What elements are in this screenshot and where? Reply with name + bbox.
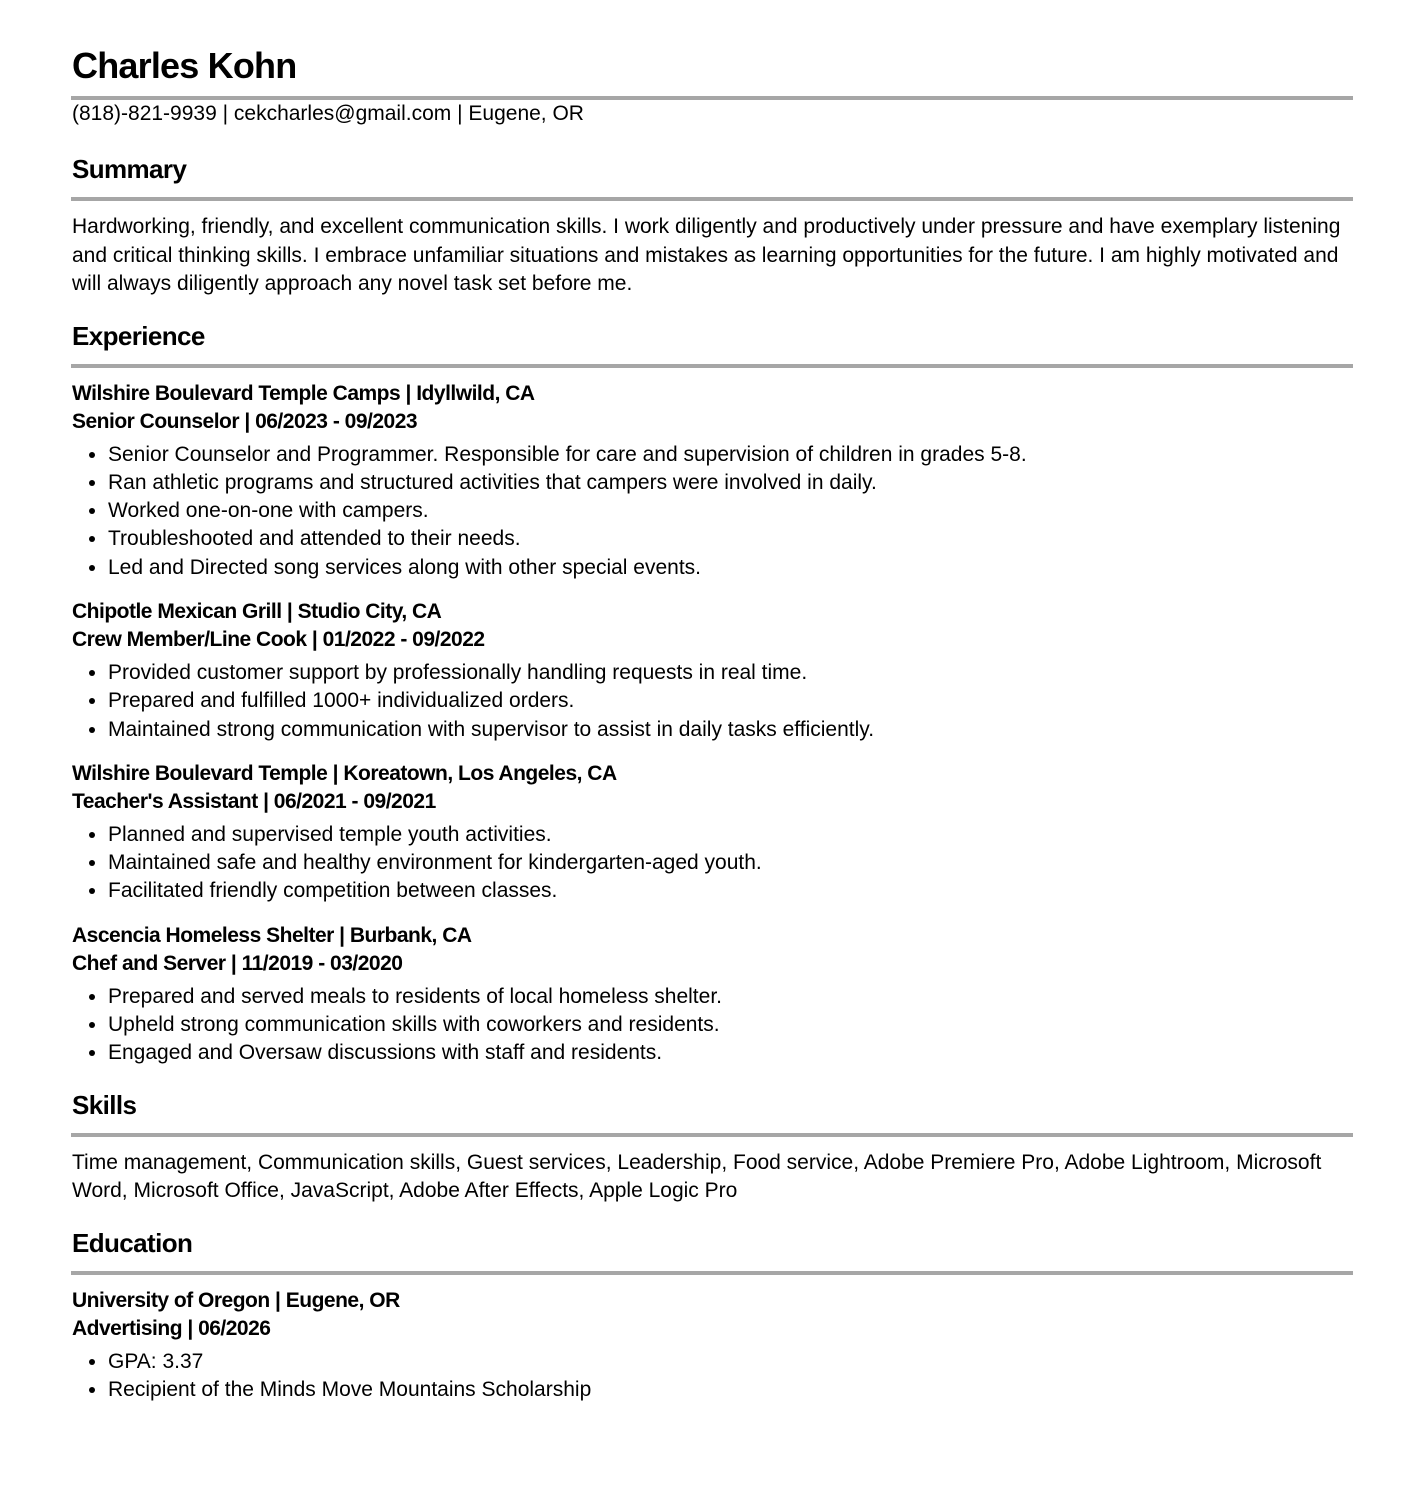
entry-role-dates: Senior Counselor | 06/2023 - 09/2023 [72, 409, 418, 433]
summary-text: Hardworking, friendly, and excellent communication skills. I work diligently and productively under pressure and have exemplary listening and critical thinking skills. I embrace unfamiliar situations and mistakes as learning opportunities for the future. I am highly motivated and will always diligently approach any novel task set before me. [72, 215, 1341, 295]
entry-bullet-list [72, 441, 1354, 582]
section-title-experience: Experience [72, 320, 205, 351]
bullet-item: • Worked one-on-one with campers. [108, 497, 1354, 525]
bullet-item: • Led and Directed song services along with other special events. [108, 554, 1354, 582]
bullet-item: • Engaged and Oversaw discussions with staff and residents. [108, 1039, 1354, 1067]
bullet-item: • Prepared and served meals to residents of local homeless shelter. [108, 983, 1354, 1011]
education-entry [72, 1287, 1354, 1405]
contact-info: (818)-821-9939 | cekcharles@gmail.com | Eugene, OR [72, 102, 584, 125]
experience-entry [72, 380, 1354, 582]
bullet-item: • Senior Counselor and Programmer. Responsible for care and supervision of children in grades 5-8. [108, 441, 1354, 469]
bullet-item: • Recipient of the Minds Move Mountains Scholarship [108, 1376, 1354, 1404]
bullet-item: • Provided customer support by professionally handling requests in real time. [108, 659, 1354, 687]
entry-bullet-list [72, 983, 1354, 1068]
entry-organization: Wilshire Boulevard Temple | Koreatown, Los Angeles, CA [72, 761, 617, 785]
education-section [72, 1226, 1354, 1405]
entry-degree-dates: Advertising | 06/2026 [72, 1316, 271, 1340]
bullet-item: • Planned and supervised temple youth activities. [108, 821, 1354, 849]
entry-organization: Chipotle Mexican Grill | Studio City, CA [72, 599, 442, 623]
bullet-item: • Facilitated friendly competition between classes. [108, 877, 1354, 905]
skills-section [72, 1088, 1354, 1206]
experience-entry [72, 760, 1354, 906]
entry-role-dates: Crew Member/Line Cook | 01/2022 - 09/2022 [72, 627, 485, 651]
entry-organization: Ascencia Homeless Shelter | Burbank, CA [72, 923, 472, 947]
resume-page [72, 0, 1354, 1404]
entry-bullet-list [72, 1348, 1354, 1405]
section-title-skills: Skills [72, 1089, 137, 1120]
entry-organization: Wilshire Boulevard Temple Camps | Idyllwild, CA [72, 381, 535, 405]
experience-entry [72, 598, 1354, 744]
section-divider [71, 197, 1353, 201]
entry-role-dates: Teacher's Assistant | 06/2021 - 09/2021 [72, 789, 436, 813]
experience-entry [72, 922, 1354, 1068]
bullet-item: • Troubleshooted and attended to their needs. [108, 525, 1354, 553]
entry-bullet-list [72, 659, 1354, 744]
bullet-item: • Upheld strong communication skills with coworkers and residents. [108, 1011, 1354, 1039]
candidate-name: Charles Kohn [72, 45, 297, 86]
experience-section [72, 319, 1354, 1068]
section-title-summary: Summary [72, 154, 187, 184]
bullet-item: • GPA: 3.37 [108, 1348, 1354, 1376]
bullet-item: • Maintained strong communication with supervisor to assist in daily tasks efficiently. [108, 716, 1354, 744]
entry-role-dates: Chef and Server | 11/2019 - 03/2020 [72, 951, 403, 975]
entry-bullet-list [72, 821, 1354, 906]
section-divider [71, 1271, 1353, 1275]
bullet-item: • Maintained safe and healthy environment for kindergarten-aged youth. [108, 849, 1354, 877]
bullet-item: • Prepared and fulfilled 1000+ individualized orders. [108, 687, 1354, 715]
skills-text: Time management, Communication skills, Guest services, Leadership, Food service, Adobe Premiere Pro, Adobe Lightroom, Microsoft Word, Microsoft Office, JavaScript, Adobe After Effects, Apple Logic Pro [72, 1150, 1322, 1203]
section-divider [71, 1133, 1353, 1137]
bullet-item: • Ran athletic programs and structured activities that campers were involved in daily. [108, 469, 1354, 497]
section-divider [71, 364, 1353, 368]
summary-section [72, 152, 1354, 299]
entry-organization: University of Oregon | Eugene, OR [72, 1288, 400, 1312]
section-title-education: Education [72, 1227, 193, 1258]
